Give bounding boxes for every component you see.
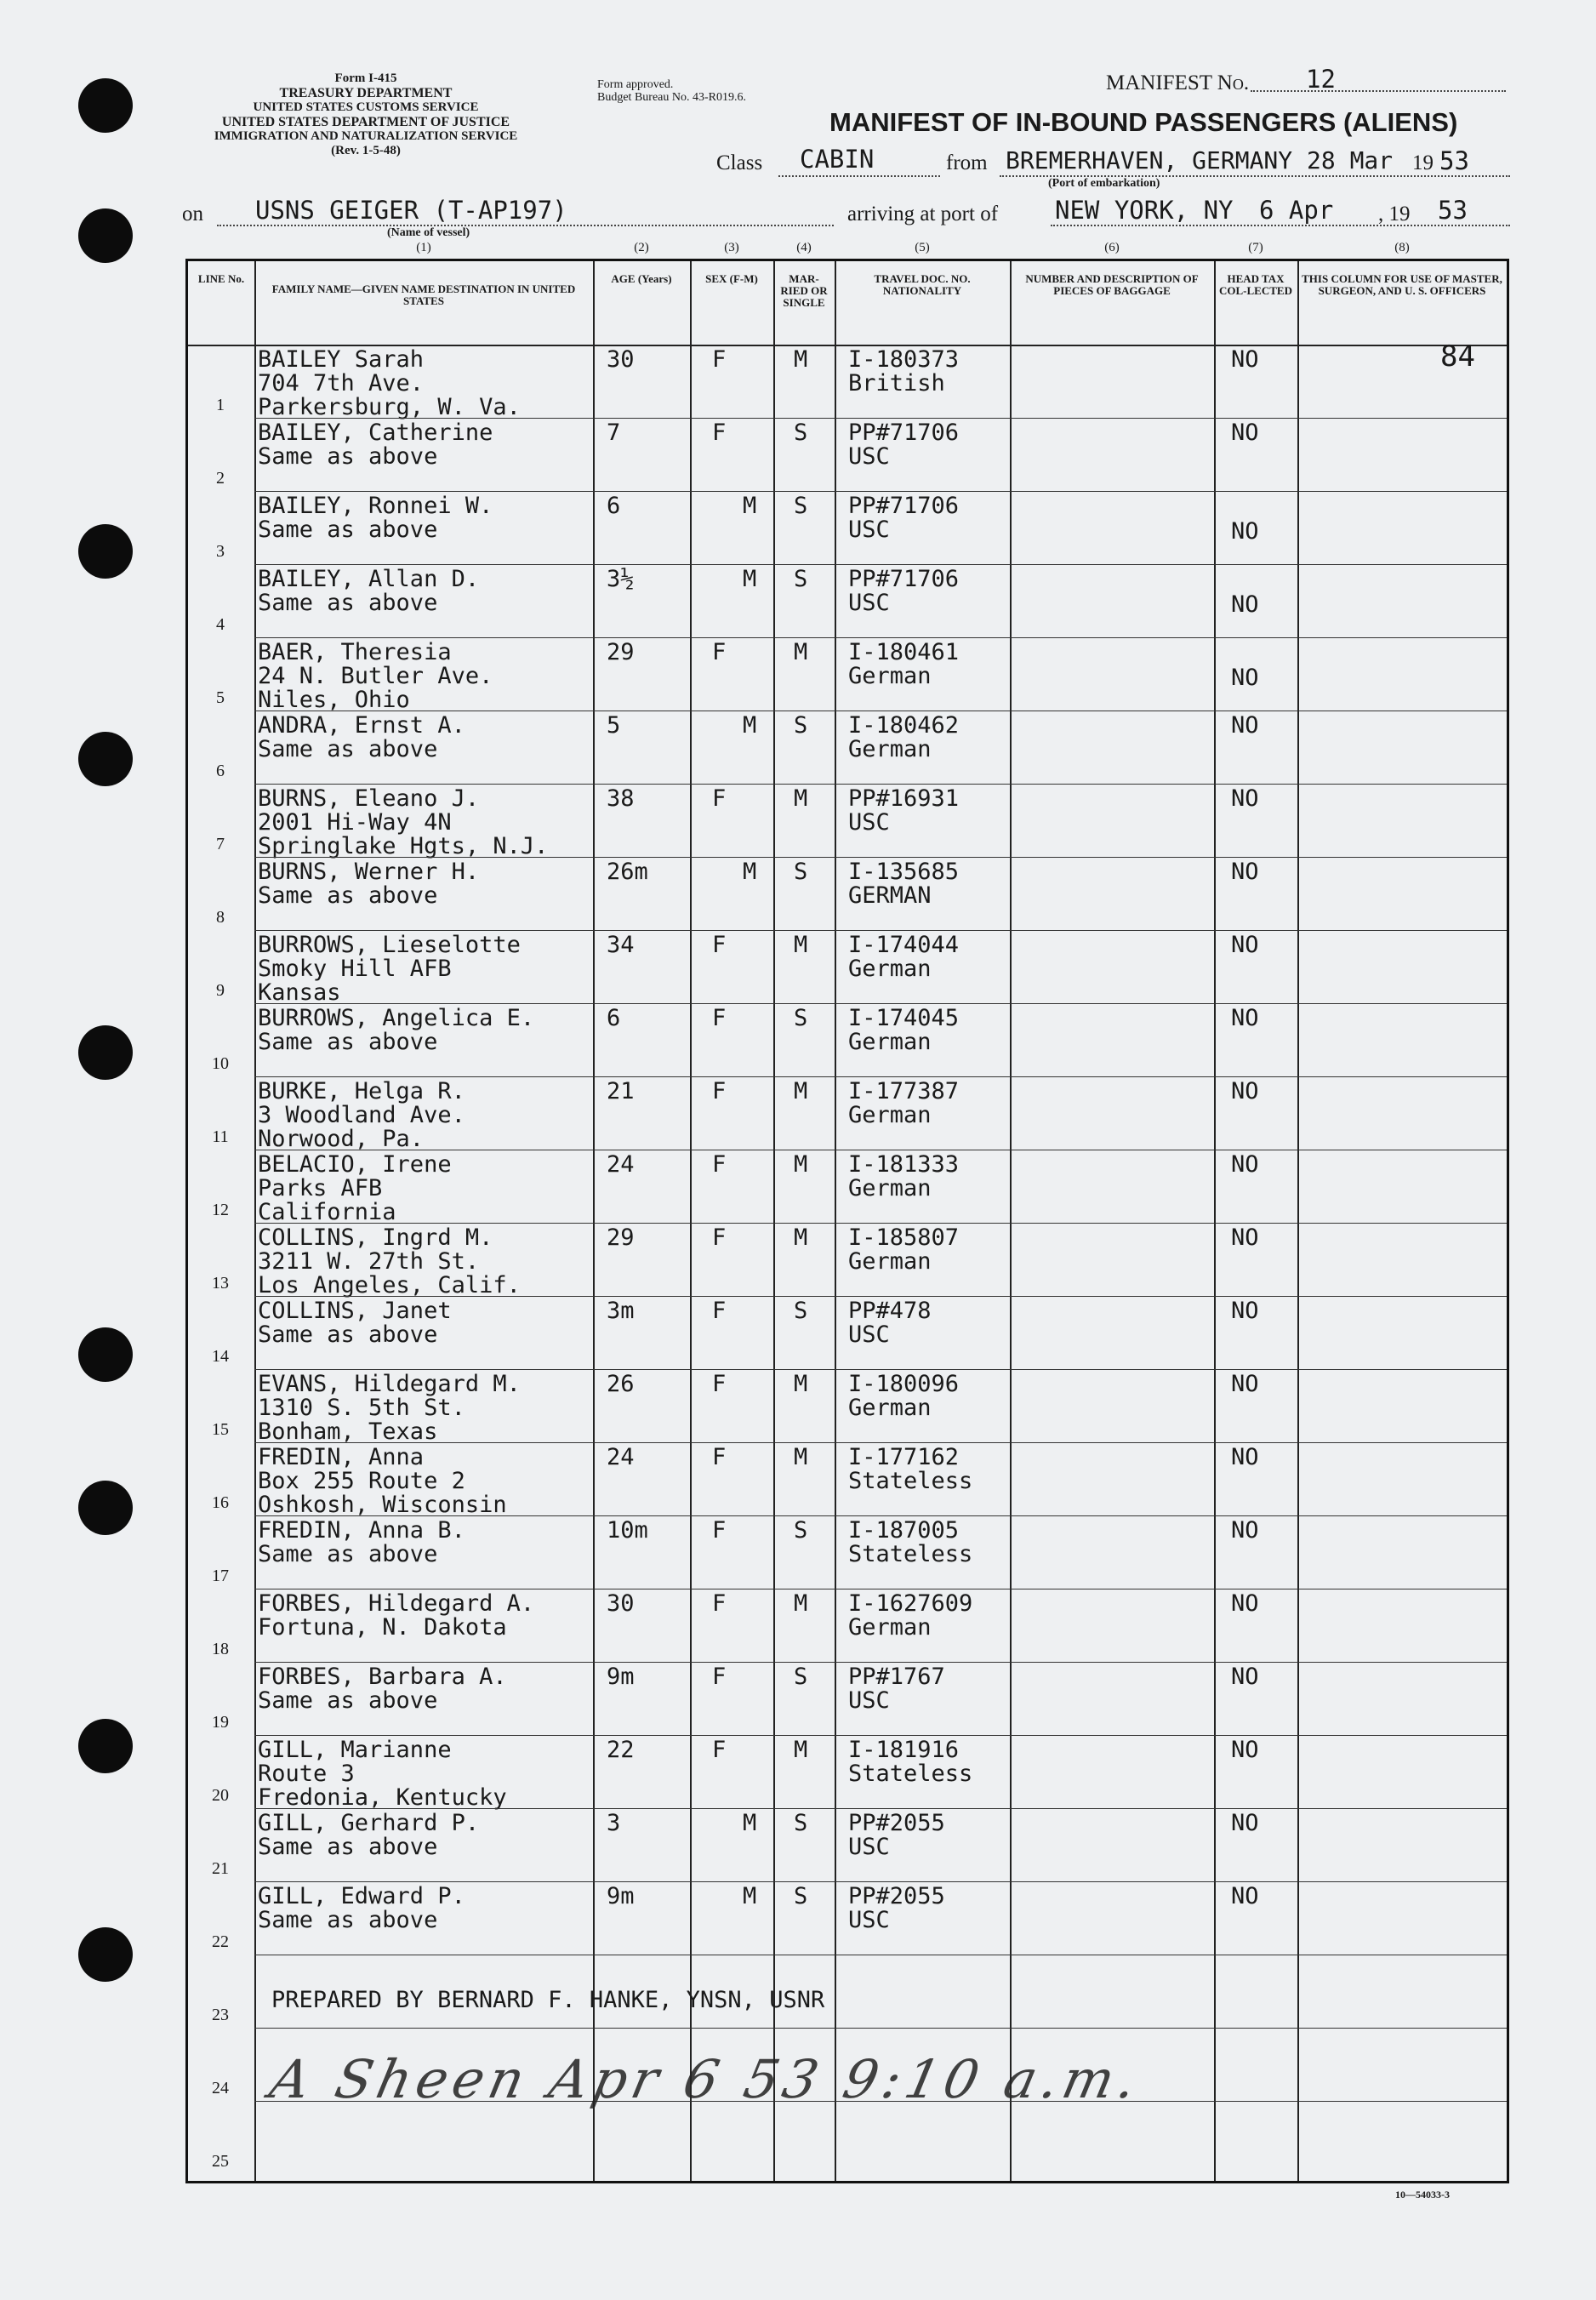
column-number: (5) xyxy=(915,241,930,254)
passenger-name-address: EVANS, Hildegard M. 1310 S. 5th St. Bonham, Texas xyxy=(258,1371,521,1445)
marital-status: S xyxy=(794,493,808,519)
passenger-name-address: FORBES, Hildegard A. Fortuna, N. Dakota xyxy=(258,1590,535,1641)
class-label: Class xyxy=(716,151,763,174)
manifest-number-line xyxy=(1251,90,1506,92)
line-number: 21 xyxy=(212,1859,229,1878)
row-divider xyxy=(254,1223,1507,1224)
head-tax-collected: NO xyxy=(1231,712,1259,739)
passenger-age: 24 xyxy=(607,1444,635,1470)
head-tax-collected: NO xyxy=(1231,785,1259,812)
line-number: 19 xyxy=(212,1713,229,1732)
marital-status: M xyxy=(794,639,808,665)
table-row xyxy=(188,1076,1507,1150)
arrival-year: 53 xyxy=(1438,196,1468,225)
line-number: 2 xyxy=(216,469,225,488)
marital-status: S xyxy=(794,1298,808,1324)
line-number: 4 xyxy=(216,615,225,634)
form-number: Form I-415 xyxy=(334,71,397,85)
column-number: (8) xyxy=(1394,241,1410,254)
travel-document-nationality: I-135685 GERMAN xyxy=(848,859,960,909)
marital-status: S xyxy=(794,1005,808,1031)
punch-hole xyxy=(78,1025,133,1080)
marital-status: M xyxy=(794,1151,808,1178)
from-year: 53 xyxy=(1439,146,1469,175)
head-tax-collected: NO xyxy=(1231,1078,1259,1104)
marital-status: S xyxy=(794,1810,808,1836)
table-row xyxy=(188,930,1507,1006)
passenger-sex: M xyxy=(743,712,757,739)
passenger-name-address: BURROWS, Lieselotte Smoky Hill AFB Kansas xyxy=(258,932,521,1006)
table-row xyxy=(188,564,1507,637)
line-number: 9 xyxy=(216,981,225,1000)
table-row xyxy=(188,2101,1507,2174)
passenger-table xyxy=(185,241,1509,2183)
class-line xyxy=(778,175,940,177)
line-number: 6 xyxy=(216,762,225,780)
marital-status: S xyxy=(794,1883,808,1909)
marital-status: S xyxy=(794,859,808,885)
passenger-age: 6 xyxy=(607,493,621,519)
head-tax-collected: NO xyxy=(1231,1151,1259,1178)
travel-document-nationality: I-177387 German xyxy=(848,1078,960,1128)
agency-block xyxy=(179,71,553,158)
head-tax-collected: NO xyxy=(1231,859,1259,885)
travel-document-nationality: PP#16931 USC xyxy=(848,785,960,836)
passenger-name-address: ANDRA, Ernst A. Same as above xyxy=(258,712,465,762)
head-tax-collected: NO xyxy=(1231,665,1259,691)
travel-document-nationality: I-181333 German xyxy=(848,1151,960,1201)
passenger-name-address: BURKE, Helga R. 3 Woodland Ave. Norwood, Pa. xyxy=(258,1078,465,1152)
line-number: 23 xyxy=(212,2006,229,2024)
row-divider xyxy=(254,1296,1507,1297)
marital-status: M xyxy=(794,1371,808,1397)
column-header: HEAD TAX COL-LECTED xyxy=(1219,272,1292,297)
line-number: 17 xyxy=(212,1567,229,1585)
column-header: SEX (F-M) xyxy=(705,272,758,285)
from-label: from xyxy=(946,151,988,174)
line-number: 16 xyxy=(212,1493,229,1512)
travel-document-nationality: I-185807 German xyxy=(848,1224,960,1275)
passenger-age: 3m xyxy=(607,1298,635,1324)
travel-document-nationality: PP#478 USC xyxy=(848,1298,932,1348)
line-number: 12 xyxy=(212,1201,229,1219)
travel-document-nationality: I-180462 German xyxy=(848,712,960,762)
passenger-sex: M xyxy=(743,566,757,592)
passenger-name-address: BURNS, Werner H. Same as above xyxy=(258,859,480,909)
passenger-sex: F xyxy=(712,1590,727,1617)
row-divider xyxy=(254,418,1507,419)
passenger-age: 34 xyxy=(607,932,635,958)
line-number: 1 xyxy=(216,396,225,414)
table-row xyxy=(188,418,1507,491)
passenger-age: 6 xyxy=(607,1005,621,1031)
column-header: AGE (Years) xyxy=(611,272,672,285)
passenger-sex: M xyxy=(743,493,757,519)
passenger-name-address: GILL, Marianne Route 3 Fredonia, Kentucky xyxy=(258,1737,507,1811)
passenger-name-address: BAILEY, Catherine Same as above xyxy=(258,419,493,470)
line-number: 22 xyxy=(212,1932,229,1951)
line-number: 10 xyxy=(212,1054,229,1073)
from-year-prefix: 19 xyxy=(1412,151,1434,174)
inspector-signature: A Sheen Apr 6 53 9:10 a.m. xyxy=(265,2048,1148,2110)
passenger-sex: F xyxy=(712,1078,727,1104)
travel-document-nationality: PP#71706 USC xyxy=(848,566,960,616)
row-divider xyxy=(254,2028,1507,2029)
punch-hole xyxy=(78,732,133,786)
row-divider xyxy=(254,857,1507,858)
passenger-name-address: BAILEY, Allan D. Same as above xyxy=(258,566,480,616)
passenger-name-address: COLLINS, Janet Same as above xyxy=(258,1298,452,1348)
passenger-sex: F xyxy=(712,1298,727,1324)
table-row xyxy=(188,1808,1507,1881)
travel-document-nationality: I-174044 German xyxy=(848,932,960,982)
travel-document-nationality: I-187005 Stateless xyxy=(848,1517,973,1567)
passenger-age: 30 xyxy=(607,346,635,373)
marital-status: M xyxy=(794,1590,808,1617)
passenger-sex: F xyxy=(712,1664,727,1690)
row-divider xyxy=(254,564,1507,565)
punch-hole xyxy=(78,1327,133,1382)
passenger-sex: F xyxy=(712,346,727,373)
passenger-sex: F xyxy=(712,1444,727,1470)
row-divider xyxy=(254,784,1507,785)
head-tax-collected: NO xyxy=(1231,932,1259,958)
passenger-name-address: BAILEY, Ronnei W. Same as above xyxy=(258,493,493,543)
manifest-title: MANIFEST OF IN-BOUND PASSENGERS (ALIENS) xyxy=(829,107,1458,137)
passenger-sex: F xyxy=(712,932,727,958)
row-divider xyxy=(254,1881,1507,1882)
row-divider xyxy=(254,1735,1507,1736)
form-approved: Form approved. xyxy=(597,78,674,91)
table-row xyxy=(188,1003,1507,1076)
passenger-name-address: FREDIN, Anna B. Same as above xyxy=(258,1517,465,1567)
head-tax-collected: NO xyxy=(1231,1444,1259,1470)
table-row xyxy=(188,491,1507,564)
line-number: 11 xyxy=(212,1127,229,1146)
marital-status: M xyxy=(794,346,808,373)
manifest-number: 12 xyxy=(1306,65,1336,94)
table-row xyxy=(188,1369,1507,1445)
table-row xyxy=(188,1881,1507,1955)
row-divider xyxy=(254,1808,1507,1809)
line-number: 14 xyxy=(212,1347,229,1366)
table-row xyxy=(188,637,1507,711)
line-number: 5 xyxy=(216,688,225,707)
passenger-age: 22 xyxy=(607,1737,635,1763)
head-tax-collected: NO xyxy=(1231,518,1259,545)
punch-hole xyxy=(78,208,133,263)
passenger-age: 24 xyxy=(607,1151,635,1178)
passenger-sex: F xyxy=(712,639,727,665)
port-caption: (Port of embarkation) xyxy=(1048,177,1160,190)
marital-status: M xyxy=(794,1078,808,1104)
head-tax-collected: NO xyxy=(1231,1371,1259,1397)
head-tax-collected: NO xyxy=(1231,1664,1259,1690)
travel-document-nationality: I-177162 Stateless xyxy=(848,1444,973,1494)
marital-status: M xyxy=(794,1444,808,1470)
treasury-dept: TREASURY DEPARTMENT xyxy=(279,86,453,100)
passenger-age: 9m xyxy=(607,1883,635,1909)
arrival-port: NEW YORK, NY xyxy=(1055,196,1234,225)
approval-block xyxy=(597,78,746,104)
vessel-name: USNS GEIGER (T-AP197) xyxy=(255,196,567,225)
column-header: LINE No. xyxy=(197,272,245,285)
passenger-sex: F xyxy=(712,1151,727,1178)
head-tax-collected: NO xyxy=(1231,1810,1259,1836)
line-number: 20 xyxy=(212,1786,229,1805)
column-number: (2) xyxy=(634,241,649,254)
arrival-date: 6 Apr xyxy=(1259,196,1334,225)
table-row xyxy=(188,1223,1507,1296)
column-number: (3) xyxy=(724,241,739,254)
travel-document-nationality: I-1627609 German xyxy=(848,1590,973,1641)
passenger-sex: M xyxy=(743,1810,757,1836)
on-label: on xyxy=(182,203,203,225)
passenger-age: 26 xyxy=(607,1371,635,1397)
row-divider xyxy=(254,491,1507,492)
head-tax-collected: NO xyxy=(1231,346,1259,373)
column-header: NUMBER AND DESCRIPTION OF PIECES OF BAGGAGE xyxy=(1025,272,1199,297)
line-number: 18 xyxy=(212,1640,229,1658)
justice-dept: UNITED STATES DEPARTMENT OF JUSTICE xyxy=(221,115,510,129)
budget-bureau: Budget Bureau No. 43-R019.6. xyxy=(597,91,746,104)
head-tax-collected: NO xyxy=(1231,1517,1259,1544)
passenger-sex: F xyxy=(712,785,727,812)
marital-status: M xyxy=(794,785,808,812)
table-row xyxy=(188,857,1507,930)
travel-document-nationality: I-180461 German xyxy=(848,639,960,689)
marital-status: S xyxy=(794,1664,808,1690)
column-number: (1) xyxy=(416,241,431,254)
line-number: 24 xyxy=(212,2079,229,2097)
passenger-age: 3 xyxy=(607,1810,621,1836)
passenger-name-address: COLLINS, Ingrd M. 3211 W. 27th St. Los Angeles, Calif. xyxy=(258,1224,521,1298)
travel-document-nationality: PP#71706 USC xyxy=(848,493,960,543)
column-number: (7) xyxy=(1248,241,1263,254)
row-divider xyxy=(254,637,1507,638)
column-header: MAR-RIED OR SINGLE xyxy=(780,272,828,309)
head-tax-collected: NO xyxy=(1231,1005,1259,1031)
punch-hole xyxy=(78,78,133,133)
table-row xyxy=(188,1662,1507,1735)
marital-status: M xyxy=(794,1737,808,1763)
line-number: 3 xyxy=(216,542,225,561)
passenger-sex: M xyxy=(743,859,757,885)
travel-document-nationality: PP#2055 USC xyxy=(848,1810,945,1860)
column-header: FAMILY NAME—GIVEN NAME DESTINATION IN UNITED STATES xyxy=(271,283,576,307)
head-tax-collected: NO xyxy=(1231,1224,1259,1251)
passenger-age: 7 xyxy=(607,419,621,446)
travel-document-nationality: I-180096 German xyxy=(848,1371,960,1421)
passenger-age: 10m xyxy=(607,1517,648,1544)
table-row xyxy=(188,1589,1507,1662)
punch-hole xyxy=(78,1719,133,1773)
from-value: BREMERHAVEN, GERMANY 28 Mar xyxy=(1006,146,1394,174)
marital-status: M xyxy=(794,1224,808,1251)
passenger-name-address: BAER, Theresia 24 N. Butler Ave. Niles, Ohio xyxy=(258,639,493,713)
marital-status: S xyxy=(794,419,808,446)
row-divider xyxy=(254,1003,1507,1004)
passenger-age: 30 xyxy=(607,1590,635,1617)
passenger-age: 5 xyxy=(607,712,621,739)
vessel-caption: (Name of vessel) xyxy=(387,226,470,239)
line-number: 7 xyxy=(216,835,225,853)
row-divider xyxy=(254,1515,1507,1516)
footer-code: 10—54033-3 xyxy=(1395,2189,1450,2200)
marital-status: S xyxy=(794,566,808,592)
line-number: 8 xyxy=(216,908,225,927)
passenger-age: 29 xyxy=(607,639,635,665)
table-row xyxy=(188,1150,1507,1223)
punch-hole xyxy=(78,1927,133,1982)
travel-document-nationality: I-181916 Stateless xyxy=(848,1737,973,1787)
travel-document-nationality: PP#2055 USC xyxy=(848,1883,945,1933)
passenger-sex: F xyxy=(712,1224,727,1251)
line-number: 15 xyxy=(212,1420,229,1439)
manifest-label: MANIFEST No. xyxy=(1106,71,1250,94)
officer-note: 84 xyxy=(1440,340,1475,374)
passenger-sex: F xyxy=(712,1005,727,1031)
passenger-name-address: BAILEY Sarah 704 7th Ave. Parkersburg, W. Va. xyxy=(258,346,521,420)
table-row xyxy=(188,1442,1507,1518)
passenger-sex: F xyxy=(712,419,727,446)
passenger-age: 21 xyxy=(607,1078,635,1104)
head-tax-collected: NO xyxy=(1231,1883,1259,1909)
travel-document-nationality: PP#1767 USC xyxy=(848,1664,945,1714)
passenger-age: 3½ xyxy=(607,566,635,592)
table-row xyxy=(188,340,1507,420)
head-tax-collected: NO xyxy=(1231,419,1259,446)
column-number: (6) xyxy=(1104,241,1120,254)
table-row xyxy=(188,784,1507,857)
column-header: TRAVEL DOC. NO. NATIONALITY xyxy=(874,272,971,297)
passenger-age: 26m xyxy=(607,859,648,885)
marital-status: M xyxy=(794,932,808,958)
passenger-name-address: BURROWS, Angelica E. Same as above xyxy=(258,1005,535,1055)
passenger-name-address: GILL, Edward P. Same as above xyxy=(258,1883,465,1933)
ins-service: IMMIGRATION AND NATURALIZATION SERVICE xyxy=(214,129,518,143)
column-number: (4) xyxy=(796,241,812,254)
row-divider xyxy=(254,1442,1507,1443)
punch-hole xyxy=(78,1481,133,1535)
arriving-label: arriving at port of xyxy=(847,203,999,225)
table-row xyxy=(188,1515,1507,1589)
head-tax-collected: NO xyxy=(1231,1298,1259,1324)
arrival-year-prefix: , 19 xyxy=(1378,203,1411,225)
passenger-name-address: BURNS, Eleano J. 2001 Hi-Way 4N Springlake Hgts, N.J. xyxy=(258,785,549,859)
head-tax-collected: NO xyxy=(1231,1590,1259,1617)
line-number: 13 xyxy=(212,1274,229,1293)
head-tax-collected: NO xyxy=(1231,1737,1259,1763)
passenger-name-address: FORBES, Barbara A. Same as above xyxy=(258,1664,507,1714)
passenger-name-address: GILL, Gerhard P. Same as above xyxy=(258,1810,480,1860)
customs-service: UNITED STATES CUSTOMS SERVICE xyxy=(253,100,479,114)
travel-document-nationality: I-174045 German xyxy=(848,1005,960,1055)
prepared-by: PREPARED BY BERNARD F. HANKE, YNSN, USNR xyxy=(271,1987,825,2013)
passenger-sex: M xyxy=(743,1883,757,1909)
table-row xyxy=(188,1296,1507,1369)
row-divider xyxy=(254,930,1507,931)
column-header: THIS COLUMN FOR USE OF MASTER, SURGEON, AND U. S. OFFICERS xyxy=(1302,272,1502,297)
passenger-age: 9m xyxy=(607,1664,635,1690)
passenger-name-address: FREDIN, Anna Box 255 Route 2 Oshkosh, Wisconsin xyxy=(258,1444,507,1518)
arrival-line xyxy=(1051,225,1510,226)
passenger-age: 38 xyxy=(607,785,635,812)
class-value: CABIN xyxy=(800,145,875,174)
travel-document-nationality: I-180373 British xyxy=(848,346,960,397)
marital-status: S xyxy=(794,712,808,739)
table-row xyxy=(188,711,1507,784)
passenger-name-address: BELACIO, Irene Parks AFB California xyxy=(258,1151,452,1225)
line-number: 25 xyxy=(212,2152,229,2171)
row-divider xyxy=(254,1369,1507,1370)
travel-document-nationality: PP#71706 USC xyxy=(848,419,960,470)
passenger-sex: F xyxy=(712,1517,727,1544)
punch-hole xyxy=(78,524,133,579)
head-tax-collected: NO xyxy=(1231,591,1259,618)
row-divider xyxy=(254,1076,1507,1077)
vessel-line xyxy=(217,225,834,226)
passenger-age: 29 xyxy=(607,1224,635,1251)
revision: (Rev. 1-5-48) xyxy=(331,144,401,157)
passenger-sex: F xyxy=(712,1371,727,1397)
table-row xyxy=(188,1735,1507,1811)
marital-status: S xyxy=(794,1517,808,1544)
passenger-sex: F xyxy=(712,1737,727,1763)
row-divider xyxy=(254,1662,1507,1663)
